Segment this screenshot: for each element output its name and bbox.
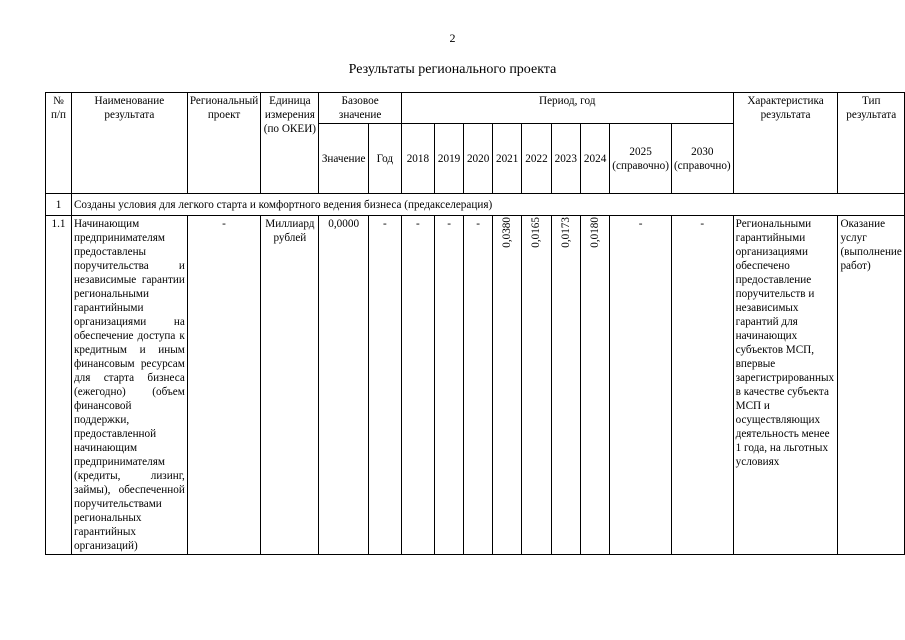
row-value: 0,0173: [559, 217, 572, 248]
results-table: [45, 92, 905, 555]
header-base-value: Значение: [319, 124, 368, 194]
section-title: Созданы условия для легкого старта и комфортного ведения бизнеса (предакселерация): [71, 194, 904, 216]
row-type: Оказание услуг (выполнение работ): [838, 216, 905, 555]
row-value: 0,0165: [530, 217, 543, 248]
header-year: 2019: [434, 124, 463, 194]
header-characteristic: Характеристика результата: [733, 93, 838, 194]
row-base-year: -: [368, 216, 401, 555]
row-value: -: [401, 216, 434, 555]
header-year: 2018: [401, 124, 434, 194]
row-base-value: 0,0000: [319, 216, 368, 555]
header-type: Тип результата: [838, 93, 905, 194]
header-period: Период, год: [401, 93, 733, 124]
row-value: -: [464, 216, 493, 555]
header-year: 2023: [551, 124, 580, 194]
header-unit: Единица измерения (по ОКЕИ): [261, 93, 319, 194]
header-year: 2021: [493, 124, 522, 194]
header-year: 2030 (справочно): [671, 124, 733, 194]
row-characteristic: Региональными гарантийными организациями обеспечено предоставление поручительств и независимых гарантий для начинающих субъектов МСП, впервые зарегистрированных в качестве субъекта МСП и осуществляющих деятельность менее 1 года, на льготных условиях: [733, 216, 838, 555]
header-base: Базовое значение: [319, 93, 401, 124]
row-value: 0,0380: [501, 217, 514, 248]
header-name: Наименование результата: [71, 93, 187, 194]
header-year: 2024: [580, 124, 609, 194]
header-year: 2025 (справочно): [610, 124, 672, 194]
row-value: 0,0180: [589, 217, 602, 248]
row-name: Начинающим предпринимателям предоставлены поручительства и независимые гарантии региональными гарантийными организациями на обеспечение доступа к кредитным и иным финансовым ресурсам для старта бизнеса (ежегодно) (объем финансовой поддержки, предоставленной начинающим предпринимателям (кредиты, лизинг, займы), обеспеченной поручительствами региональных гарантийных организаций): [71, 216, 187, 555]
header-year: 2022: [522, 124, 551, 194]
section-num: 1: [46, 194, 72, 216]
page-title: Результаты регионального проекта: [348, 62, 557, 77]
header-year: 2020: [464, 124, 493, 194]
header-regional-project: Региональный проект: [187, 93, 260, 194]
header-base-year: Год: [368, 124, 401, 194]
row-value: -: [610, 216, 672, 555]
header-num: № п/п: [46, 93, 72, 194]
row-regional-project: -: [187, 216, 260, 555]
row-value: -: [671, 216, 733, 555]
row-num: 1.1: [46, 216, 72, 555]
row-value: -: [434, 216, 463, 555]
page-number: 2: [449, 31, 456, 45]
row-unit: Миллиард рублей: [261, 216, 319, 555]
